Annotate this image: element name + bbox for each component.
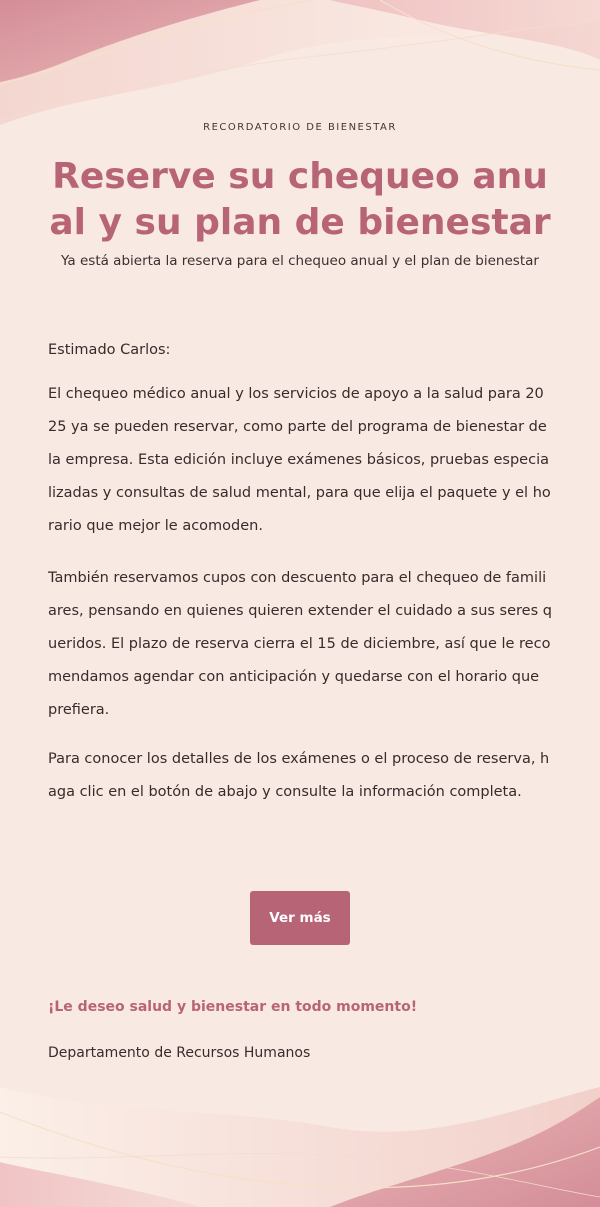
- decorative-wave-top: [0, 0, 600, 140]
- closing-message: ¡Le deseo salud y bienestar en todo momento!: [48, 999, 418, 1015]
- subtitle: Ya está abierta la reserva para el chequeo anual y el plan de bienestar: [61, 253, 539, 269]
- eyebrow-label: RECORDATORIO DE BIENESTAR: [203, 122, 397, 133]
- body-paragraph-3: Para conocer los detalles de los exámenes o el proceso de reserva, haga clic en el botón de abajo y consulte la información completa.: [48, 751, 550, 800]
- signature: Departamento de Recursos Humanos: [48, 1045, 311, 1061]
- greeting: Estimado Carlos:: [48, 342, 171, 358]
- ver-mas-button[interactable]: Ver más: [250, 891, 350, 945]
- body-paragraph-1: El chequeo médico anual y los servicios de apoyo a la salud para 2025 ya se pueden reservar, como parte del programa de bienestar de la empresa. Esta edición incluye exámenes básicos, pruebas especializadas y consultas de salud mental, para que elija el paquete y el horario que mejor le acomoden.: [48, 386, 551, 534]
- page-title: Reserve su chequeo anual y su plan de bienestar: [49, 156, 551, 243]
- decorative-wave-bottom: [0, 1067, 600, 1207]
- body-paragraph-2: También reservamos cupos con descuento para el chequeo de familiares, pensando en quienes quieren extender el cuidado a sus seres queridos. El plazo de reserva cierra el 15 de diciembre, así que le recomendamos agendar con anticipación y quedarse con el horario que prefiera.: [48, 570, 552, 718]
